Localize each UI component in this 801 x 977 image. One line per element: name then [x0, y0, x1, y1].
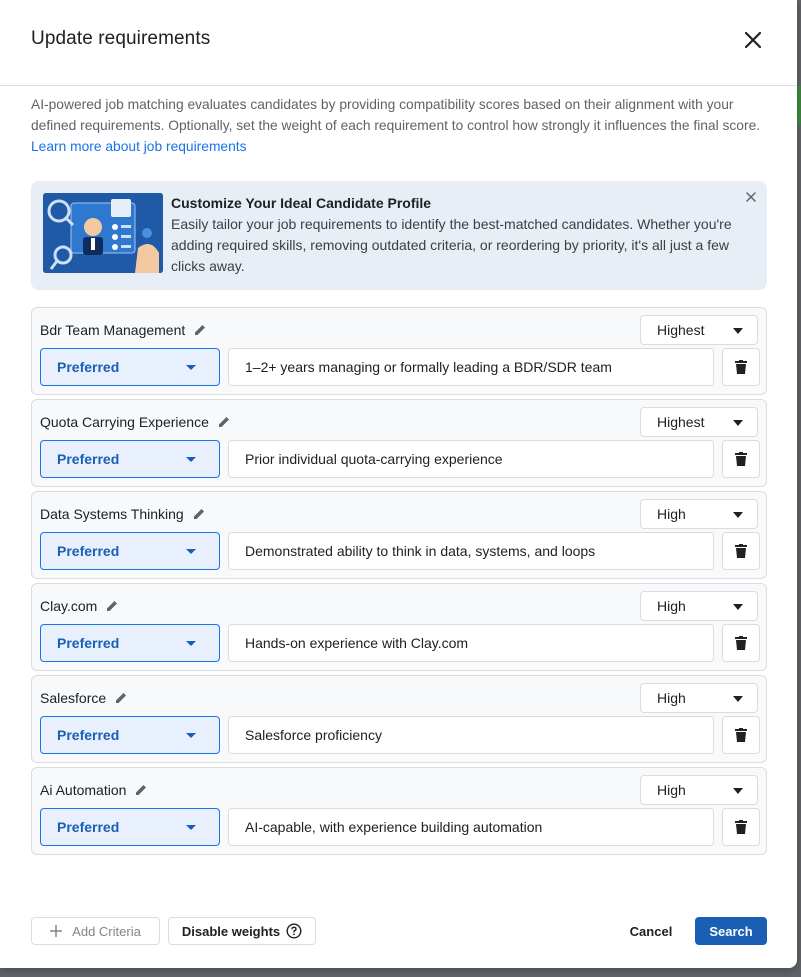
weight-dropdown[interactable] [640, 775, 758, 805]
caret-down-icon [733, 788, 743, 794]
criterion-label: Ai Automation [40, 782, 127, 798]
requirement-type-dropdown[interactable] [40, 348, 220, 386]
background-edge [797, 85, 801, 125]
criterion-card [31, 307, 767, 395]
description-text: AI-powered job matching evaluates candidates by providing compatibility scores based on their alignment with your defined requirements. Optionally, set the weight of each requirement to control how strongly it influences the final score. [31, 97, 761, 133]
pencil-icon [217, 415, 231, 429]
requirement-type-value: Preferred [57, 451, 120, 467]
banner-close-button[interactable] [743, 189, 759, 205]
trash-icon [735, 636, 747, 650]
dialog-title: Update requirements [31, 28, 211, 49]
weight-value: Highest [657, 322, 705, 338]
caret-down-icon [186, 641, 196, 646]
weight-value: High [657, 782, 686, 798]
edit-criterion-button[interactable] [192, 507, 206, 521]
criterion-card [31, 767, 767, 855]
requirement-type-dropdown[interactable] [40, 808, 220, 846]
add-criteria-button[interactable] [31, 917, 160, 945]
requirement-input[interactable]: AI-capable, with experience building automation [228, 808, 714, 846]
criterion-label: Clay.com [40, 598, 98, 614]
requirement-input[interactable]: Salesforce proficiency [228, 716, 714, 754]
caret-down-icon [733, 604, 743, 610]
delete-criterion-button[interactable] [722, 440, 760, 478]
weight-dropdown[interactable] [640, 591, 758, 621]
cancel-button[interactable]: Cancel [629, 923, 673, 939]
trash-icon [735, 820, 747, 834]
trash-icon [735, 728, 747, 742]
weight-value: High [657, 506, 686, 522]
pencil-icon [134, 783, 148, 797]
criterion-name [40, 782, 148, 798]
banner-title: Customize Your Ideal Candidate Profile [171, 195, 432, 211]
caret-down-icon [186, 365, 196, 370]
requirement-input[interactable]: Prior individual quota-carrying experience [228, 440, 714, 478]
requirement-type-dropdown[interactable] [40, 716, 220, 754]
delete-criterion-button[interactable] [722, 624, 760, 662]
requirement-type-dropdown[interactable] [40, 624, 220, 662]
caret-down-icon [186, 825, 196, 830]
trash-icon [735, 544, 747, 558]
weight-value: High [657, 598, 686, 614]
learn-more-link[interactable]: Learn more about job requirements [31, 139, 247, 154]
trash-icon [735, 360, 747, 374]
edit-criterion-button[interactable] [217, 415, 231, 429]
banner-text: Easily tailor your job requirements to identify the best-matched candidates. Whether you're adding required skills, removing outdated criteria, or reordering by priority, it's all just a few clicks away. [171, 216, 732, 274]
criterion-name [40, 322, 207, 338]
criterion-name [40, 414, 231, 430]
dialog-description [31, 94, 761, 157]
requirement-type-value: Preferred [57, 819, 120, 835]
weight-dropdown[interactable] [640, 315, 758, 345]
requirement-type-value: Preferred [57, 635, 120, 651]
requirement-type-dropdown[interactable] [40, 440, 220, 478]
caret-down-icon [186, 733, 196, 738]
criterion-name [40, 598, 119, 614]
banner-illustration [43, 193, 163, 273]
criterion-name [40, 690, 128, 706]
pencil-icon [114, 691, 128, 705]
edit-criterion-button[interactable] [114, 691, 128, 705]
help-circle-icon [286, 923, 302, 939]
caret-down-icon [733, 696, 743, 702]
criterion-card [31, 675, 767, 763]
caret-down-icon [733, 328, 743, 334]
disable-weights-label: Disable weights [181, 923, 281, 939]
pencil-icon [105, 599, 119, 613]
close-button[interactable] [740, 27, 766, 53]
weight-dropdown[interactable] [640, 407, 758, 437]
search-button[interactable]: Search [695, 917, 767, 945]
criterion-label: Bdr Team Management [40, 322, 186, 338]
requirement-input[interactable]: 1–2+ years managing or formally leading a BDR/SDR team [228, 348, 714, 386]
requirement-input[interactable]: Demonstrated ability to think in data, systems, and loops [228, 532, 714, 570]
requirement-type-value: Preferred [57, 543, 120, 559]
requirement-type-dropdown[interactable] [40, 532, 220, 570]
edit-criterion-button[interactable] [134, 783, 148, 797]
delete-criterion-button[interactable] [722, 716, 760, 754]
criterion-name [40, 506, 206, 522]
info-banner [31, 181, 767, 290]
add-criteria-label: Add Criteria [72, 923, 141, 939]
caret-down-icon [733, 420, 743, 426]
requirement-input[interactable]: Hands-on experience with Clay.com [228, 624, 714, 662]
dialog-header [0, 0, 797, 86]
delete-criterion-button[interactable] [722, 348, 760, 386]
criterion-label: Quota Carrying Experience [40, 414, 209, 430]
weight-value: High [657, 690, 686, 706]
caret-down-icon [186, 457, 196, 462]
trash-icon [735, 452, 747, 466]
edit-criterion-button[interactable] [193, 323, 207, 337]
criterion-card [31, 491, 767, 579]
weight-dropdown[interactable] [640, 683, 758, 713]
pencil-icon [193, 323, 207, 337]
caret-down-icon [186, 549, 196, 554]
criterion-label: Salesforce [40, 690, 107, 706]
delete-criterion-button[interactable] [722, 532, 760, 570]
requirement-type-value: Preferred [57, 359, 120, 375]
plus-icon [50, 925, 62, 937]
weight-dropdown[interactable] [640, 499, 758, 529]
criterion-label: Data Systems Thinking [40, 506, 184, 522]
pencil-icon [192, 507, 206, 521]
close-icon [745, 32, 761, 48]
delete-criterion-button[interactable] [722, 808, 760, 846]
edit-criterion-button[interactable] [105, 599, 119, 613]
criterion-card [31, 399, 767, 487]
close-icon [746, 192, 756, 202]
caret-down-icon [733, 512, 743, 518]
criterion-card [31, 583, 767, 671]
disable-weights-button[interactable] [168, 917, 316, 945]
weight-value: Highest [657, 414, 705, 430]
requirement-type-value: Preferred [57, 727, 120, 743]
